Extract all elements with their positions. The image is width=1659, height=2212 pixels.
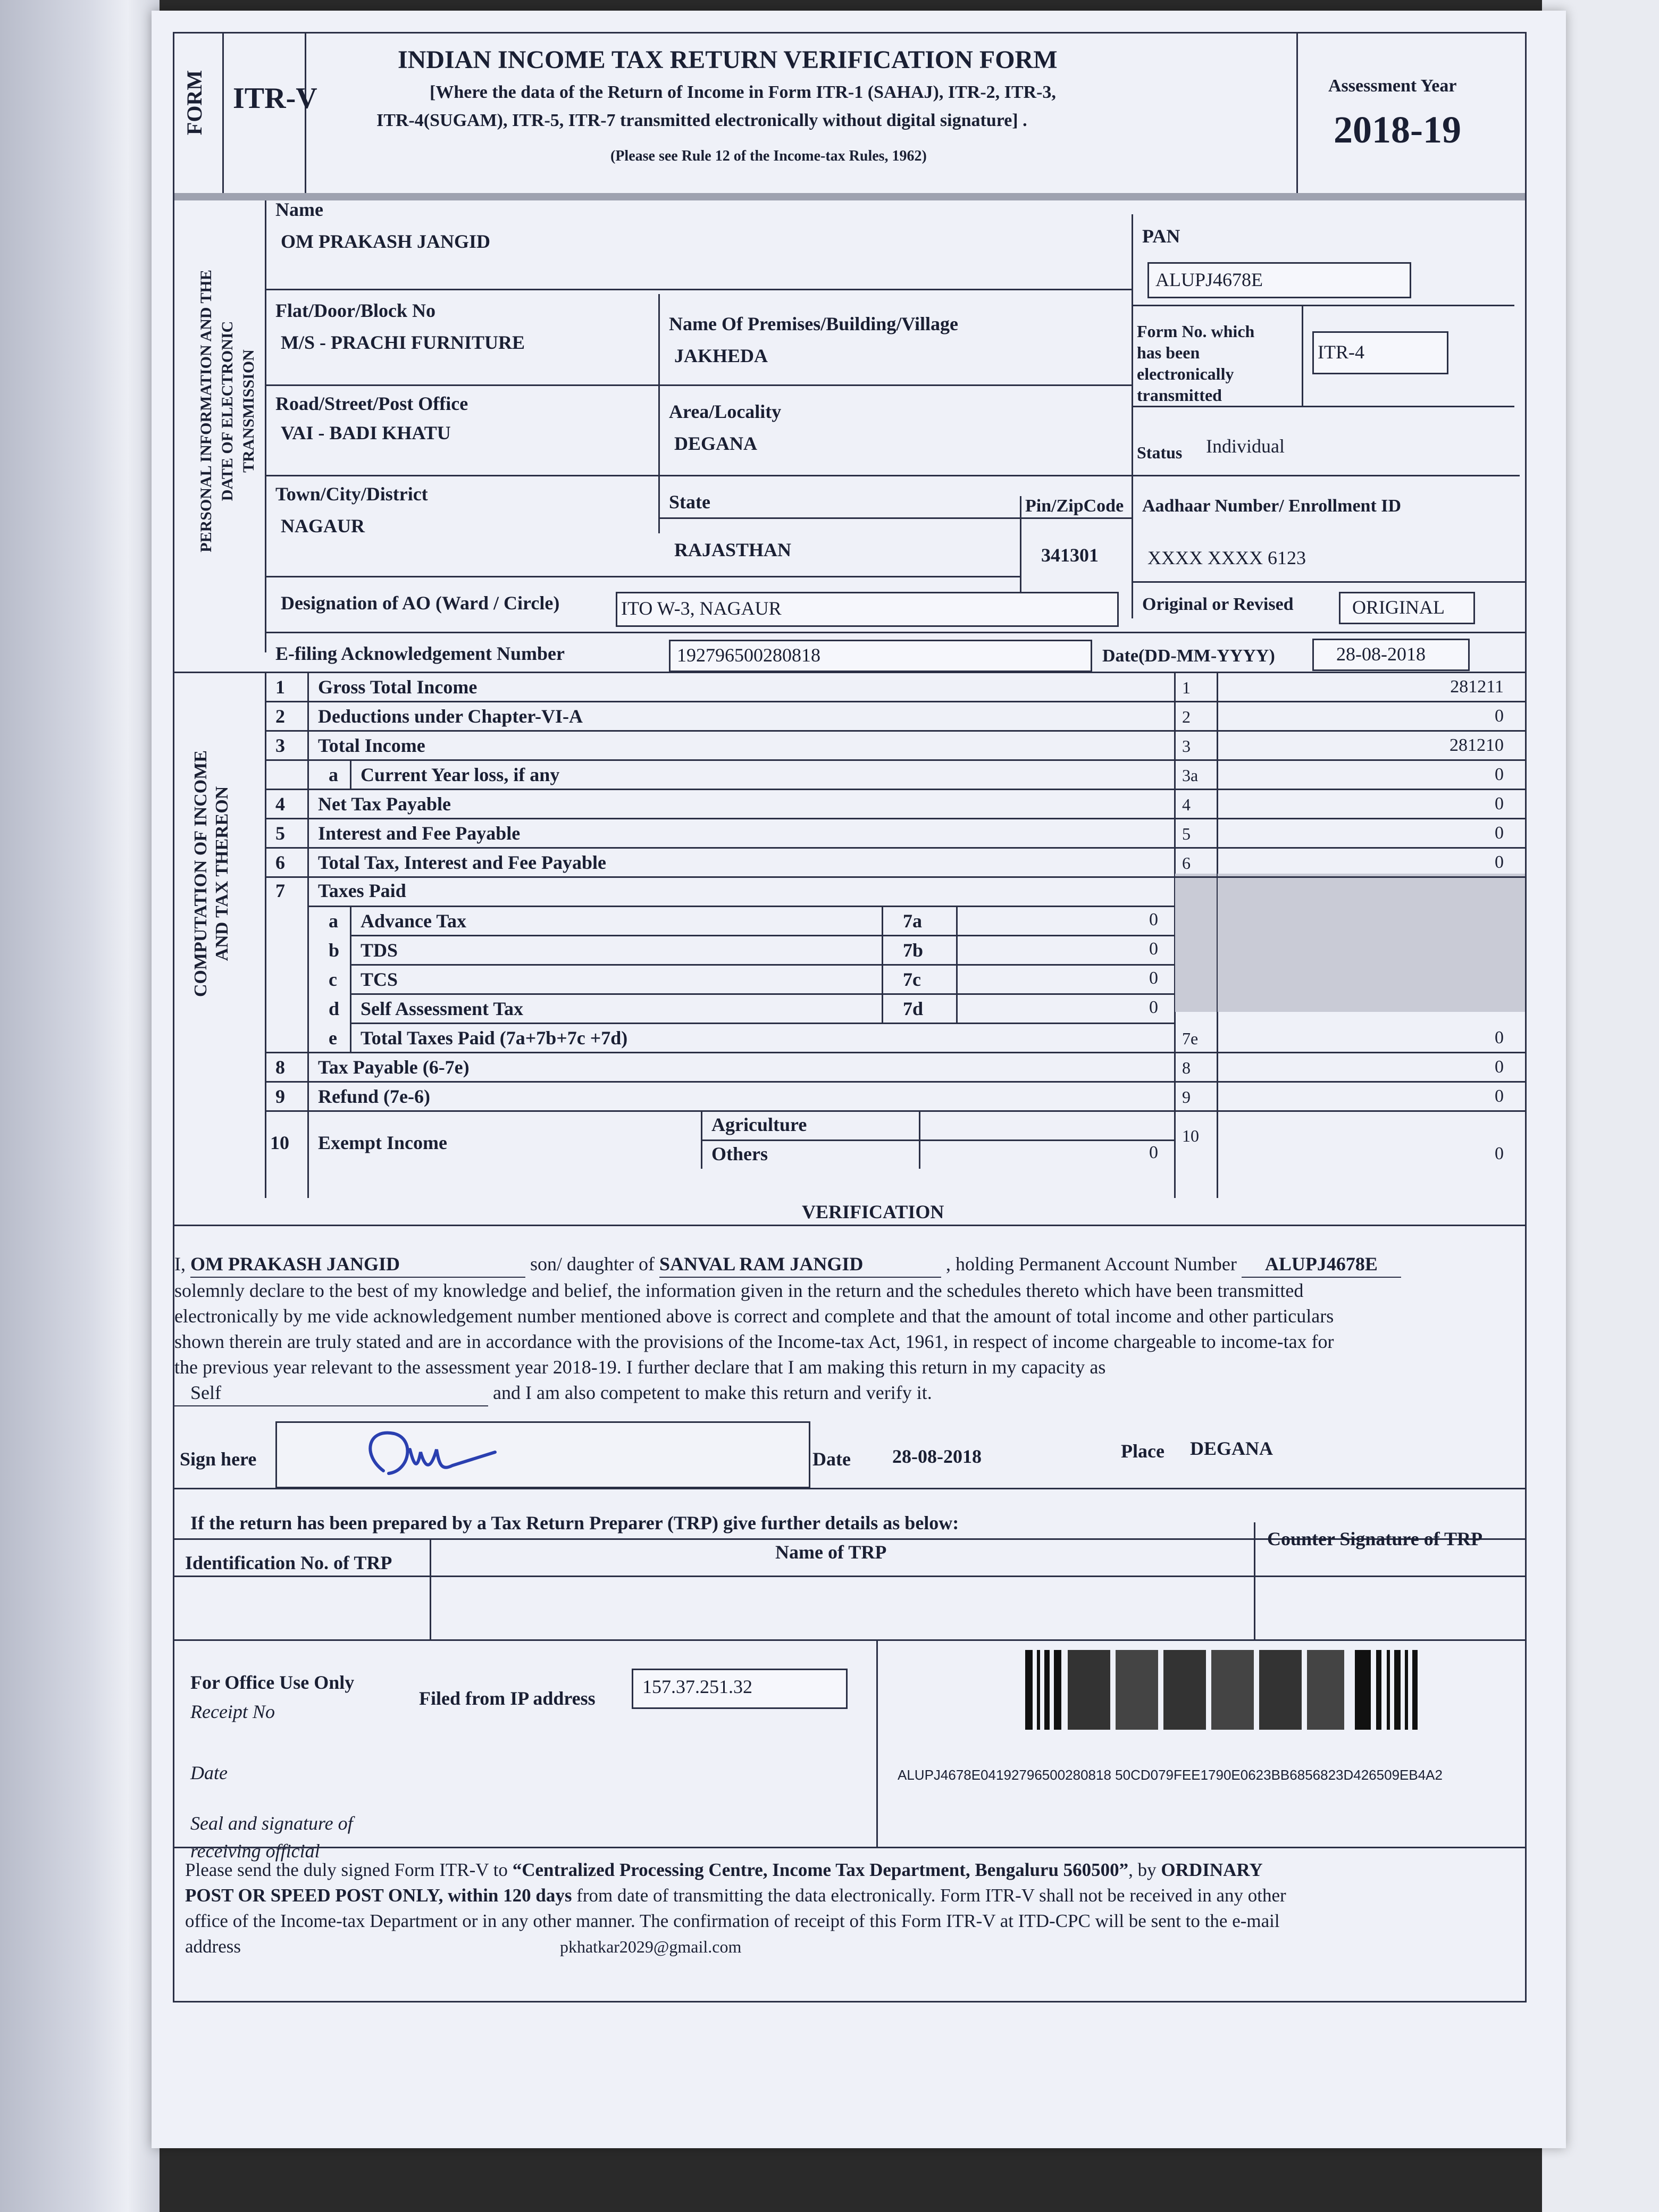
taxes-sub-code: 7d [903, 998, 924, 1019]
status-label: Status [1137, 443, 1183, 462]
comp-row-value: 0 [1495, 794, 1504, 814]
row-line [350, 935, 1174, 936]
name-value: OM PRAKASH JANGID [281, 231, 490, 252]
form-no-label: Form No. which has been electronically transmitted [1137, 322, 1255, 405]
row-line [265, 1110, 1525, 1112]
comp-refund-label: Refund (7e-6) [318, 1086, 430, 1107]
agri-label: Agriculture [711, 1114, 807, 1135]
comp-refund-value: 0 [1495, 1086, 1504, 1106]
status-value: Individual [1206, 435, 1285, 457]
taxes-sub-no: d [329, 998, 340, 1019]
footer-instructions: Please send the duly signed Form ITR-V to “Centralized Processing Centre, Income Tax Department, Bengaluru 560500”, by ORDINARY POST OR SPEED POST ONLY, within 120 days from date of transmitting the data electronically. Form ITR-V shall not be received in any other office of the Income-tax Department or in any other manner. The confirmation of receipt of this Form ITR-V at ITD-CPC will be sent to the e-mail address pkhatkar2029@gmail.com [185, 1859, 1286, 1957]
date-label: Date(DD-MM-YYYY) [1102, 646, 1275, 666]
verification-text: I, OM PRAKASH JANGID son/ daughter of SANVAL RAM JANGID , holding Permanent Account Number ALUPJ4678E solemnly declare to the best of my knowledge and belief, the information given in the return and the schedules thereto which have been transmitted electronically by me vide acknowledgement number mentioned above is correct and complete and that the amount of total income and other particulars shown therein are truly stated and are in accordance with the provisions of the Income-tax Act, 1961, in respect of income chargeable to income-tax for the previous year relevant to the assessment year 2018-19. I further declare that I am making this return in my capacity as Self and I am also competent to make this return and verify it. [174, 1251, 1525, 1406]
shaded-area-main [1175, 874, 1217, 1012]
ack-value: 192796500280818 [677, 644, 820, 666]
row-line [265, 876, 1525, 878]
road-label: Road/Street/Post Office [275, 393, 468, 414]
ip-label: Filed from IP address [419, 1688, 596, 1709]
form-code: ITR-V [233, 82, 317, 115]
ao-value: ITO W-3, NAGAUR [621, 598, 782, 619]
assessment-year-label: Assessment Year [1328, 76, 1457, 96]
premises-value: JAKHEDA [674, 345, 768, 366]
comp-row-no: 1 [275, 676, 285, 698]
row-line [350, 1023, 1174, 1024]
subtitle-line1: [Where the data of the Return of Income in Form ITR-1 (SAHAJ), ITR-2, ITR-3, [430, 82, 1056, 102]
aadhaar-label: Aadhaar Number/ Enrollment ID [1142, 496, 1402, 516]
sub-divider [350, 906, 351, 1052]
verification-pan: ALUPJ4678E [1242, 1251, 1401, 1278]
taxes-sub-label: TCS [361, 969, 398, 990]
name-label: Name [275, 199, 323, 220]
taxes-sub-code: 7c [903, 969, 921, 990]
comp-row-label: Interest and Fee Payable [318, 823, 521, 844]
row-line [265, 730, 1525, 732]
comp-row-value: 281210 [1449, 735, 1504, 755]
taxes-sub-code: 7a [903, 910, 922, 932]
town-label: Town/City/District [275, 483, 428, 505]
shaded-area-code [1218, 874, 1525, 1012]
capacity-value: Self [174, 1380, 488, 1406]
trp-name-label: Name of TRP [775, 1541, 887, 1563]
comp-row-value: 281211 [1450, 677, 1504, 697]
barcode-text: ALUPJ4678E04192796500280818 50CD079FEE1790E0623BB6856823D426509EB4A2 [898, 1767, 1443, 1783]
comp-tax_payable-no: 8 [275, 1057, 285, 1078]
comp-row-no: 5 [275, 823, 285, 844]
barcode-icon [1025, 1650, 1440, 1730]
sign-label: Sign here [180, 1448, 257, 1470]
footer-email: pkhatkar2029@gmail.com [559, 1937, 742, 1956]
declarant-name: OM PRAKASH JANGID [190, 1251, 525, 1278]
verif-date-label: Date [812, 1448, 851, 1470]
comp-row-code: 5 [1182, 824, 1191, 843]
comp-row-label: Current Year loss, if any [361, 764, 560, 785]
flat-label: Flat/Door/Block No [275, 300, 435, 321]
form-no-value: ITR-4 [1318, 341, 1364, 363]
subtitle-line2: ITR-4(SUGAM), ITR-5, ITR-7 transmitted electronically without digital signature] . [376, 111, 1027, 130]
orig-value: ORIGINAL [1352, 597, 1445, 618]
form-title: INDIAN INCOME TAX RETURN VERIFICATION FORM [398, 46, 1058, 74]
row-line [701, 1139, 1174, 1141]
comp-row-code: 3a [1182, 766, 1199, 785]
row-line [265, 701, 1525, 702]
orig-label: Original or Revised [1142, 594, 1294, 614]
place-value: DEGANA [1190, 1438, 1273, 1459]
document-page [152, 11, 1566, 2148]
row-line [265, 1081, 1525, 1083]
comp-total_paid-no: e [329, 1027, 337, 1049]
verification-title: VERIFICATION [802, 1201, 944, 1222]
comp-total_paid-value: 0 [1495, 1028, 1504, 1048]
row-line [265, 789, 1525, 790]
taxes-sub-label: Advance Tax [361, 910, 467, 932]
exempt-label: Exempt Income [318, 1132, 447, 1153]
road-value: VAI - BADI KHATU [281, 422, 451, 443]
comp-row-label: Deductions under Chapter-VI-A [318, 706, 583, 727]
comp-row-label: Total Tax, Interest and Fee Payable [318, 852, 607, 873]
row-line [307, 906, 1174, 907]
ao-label: Designation of AO (Ward / Circle) [281, 592, 560, 614]
comp-row-value: 0 [1495, 823, 1504, 843]
row-line [350, 964, 1174, 966]
comp-row-label: Gross Total Income [318, 676, 477, 698]
comp-tax_payable-code: 8 [1182, 1058, 1191, 1077]
row-line [265, 847, 1525, 849]
assessment-year: 2018-19 [1334, 108, 1461, 151]
comp-row-code: 6 [1182, 853, 1191, 873]
itr-v-form [173, 32, 1527, 2002]
comp-row-value: 0 [1495, 852, 1504, 872]
comp-total_paid-code: 7e [1182, 1029, 1199, 1048]
taxes-paid-no: 7 [275, 880, 285, 901]
signature-box [275, 1421, 810, 1488]
comp-total_paid-label: Total Taxes Paid (7a+7b+7c +7d) [361, 1027, 628, 1049]
state-label: State [669, 491, 710, 513]
header-divider [174, 193, 1525, 200]
personal-side-label: PERSONAL INFORMATION AND THE DATE OF ELECTRONIC TRANSMISSION [197, 270, 257, 552]
office-date-label: Date [190, 1762, 228, 1783]
premises-label: Name Of Premises/Building/Village [669, 313, 958, 334]
seal-label: Seal and signature of receiving official [190, 1813, 353, 1862]
father-name: SANVAL RAM JANGID [659, 1251, 941, 1278]
comp-row-code: 4 [1182, 795, 1191, 814]
comp-row-label: Net Tax Payable [318, 793, 451, 815]
pan-value: ALUPJ4678E [1155, 269, 1263, 290]
taxes-sub-value: 0 [1149, 968, 1158, 988]
verif-date-value: 28-08-2018 [892, 1446, 982, 1467]
town-value: NAGAUR [281, 515, 365, 537]
subtitle-line3: (Please see Rule 12 of the Income-tax Rules, 1962) [610, 148, 927, 164]
flat-value: M/S - PRACHI FURNITURE [281, 332, 525, 353]
state-value: RAJASTHAN [674, 539, 792, 560]
pin-value: 341301 [1041, 544, 1099, 566]
trp-sig-label: Counter Signature of TRP [1267, 1528, 1483, 1549]
aadhaar-value: XXXX XXXX 6123 [1147, 547, 1306, 568]
pan-label: PAN [1142, 225, 1180, 247]
comp-row-no: 2 [275, 706, 285, 727]
comp-row-code: 3 [1182, 736, 1191, 756]
comp-row-code: 1 [1182, 678, 1191, 697]
taxes-sub-no: c [329, 969, 337, 990]
row-line [350, 993, 1174, 995]
ack-label: E-filing Acknowledgement Number [275, 643, 565, 664]
exempt-code: 10 [1182, 1126, 1199, 1145]
row-line [265, 759, 1525, 761]
comp-tax_payable-value: 0 [1495, 1057, 1504, 1077]
comp-row-value: 0 [1495, 706, 1504, 726]
taxes-sub-no: a [329, 910, 338, 932]
comp-row-no: 3 [275, 735, 285, 756]
trp-id-label: Identification No. of TRP [185, 1552, 392, 1573]
comp-row-no: 6 [275, 852, 285, 873]
taxes-sub-code: 7b [903, 940, 924, 961]
row-line [265, 818, 1525, 819]
signature-icon [277, 1423, 809, 1487]
exempt-value: 0 [1495, 1144, 1504, 1163]
others-label: Others [711, 1143, 768, 1164]
trp-heading: If the return has been prepared by a Tax Return Preparer (TRP) give further details as below: [190, 1512, 959, 1534]
taxes-sub-no: b [329, 940, 340, 961]
area-label: Area/Locality [669, 401, 782, 422]
comp-row-no: 4 [275, 793, 285, 815]
area-value: DEGANA [674, 433, 758, 454]
taxes-sub-label: Self Assessment Tax [361, 998, 524, 1019]
comp-row-label: Total Income [318, 735, 425, 756]
taxes-sub-value: 0 [1149, 939, 1158, 959]
sub-divider [350, 759, 351, 789]
ip-value: 157.37.251.32 [642, 1676, 752, 1697]
comp-refund-code: 9 [1182, 1087, 1191, 1107]
taxes-paid-label: Taxes Paid [318, 880, 406, 901]
pin-label: Pin/ZipCode [1025, 496, 1124, 516]
place-label: Place [1121, 1440, 1164, 1462]
comp-row-value: 0 [1495, 765, 1504, 784]
row-line [265, 1052, 1525, 1053]
receipt-label: Receipt No [190, 1701, 275, 1722]
exempt-no: 10 [270, 1132, 289, 1153]
others-value: 0 [1149, 1143, 1158, 1162]
taxes-sub-value: 0 [1149, 910, 1158, 929]
taxes-sub-label: TDS [361, 940, 398, 961]
comp-row-no: a [329, 764, 338, 785]
computation-side-label: COMPUTATION OF INCOME AND TAX THEREON [191, 750, 232, 998]
form-side-label: FORM [182, 70, 206, 136]
book-spine [0, 0, 160, 2212]
taxes-sub-value: 0 [1149, 998, 1158, 1017]
office-heading: For Office Use Only [190, 1672, 355, 1693]
date-value: 28-08-2018 [1336, 643, 1426, 665]
comp-tax_payable-label: Tax Payable (6-7e) [318, 1057, 470, 1078]
comp-row-code: 2 [1182, 707, 1191, 726]
comp-refund-no: 9 [275, 1086, 285, 1107]
